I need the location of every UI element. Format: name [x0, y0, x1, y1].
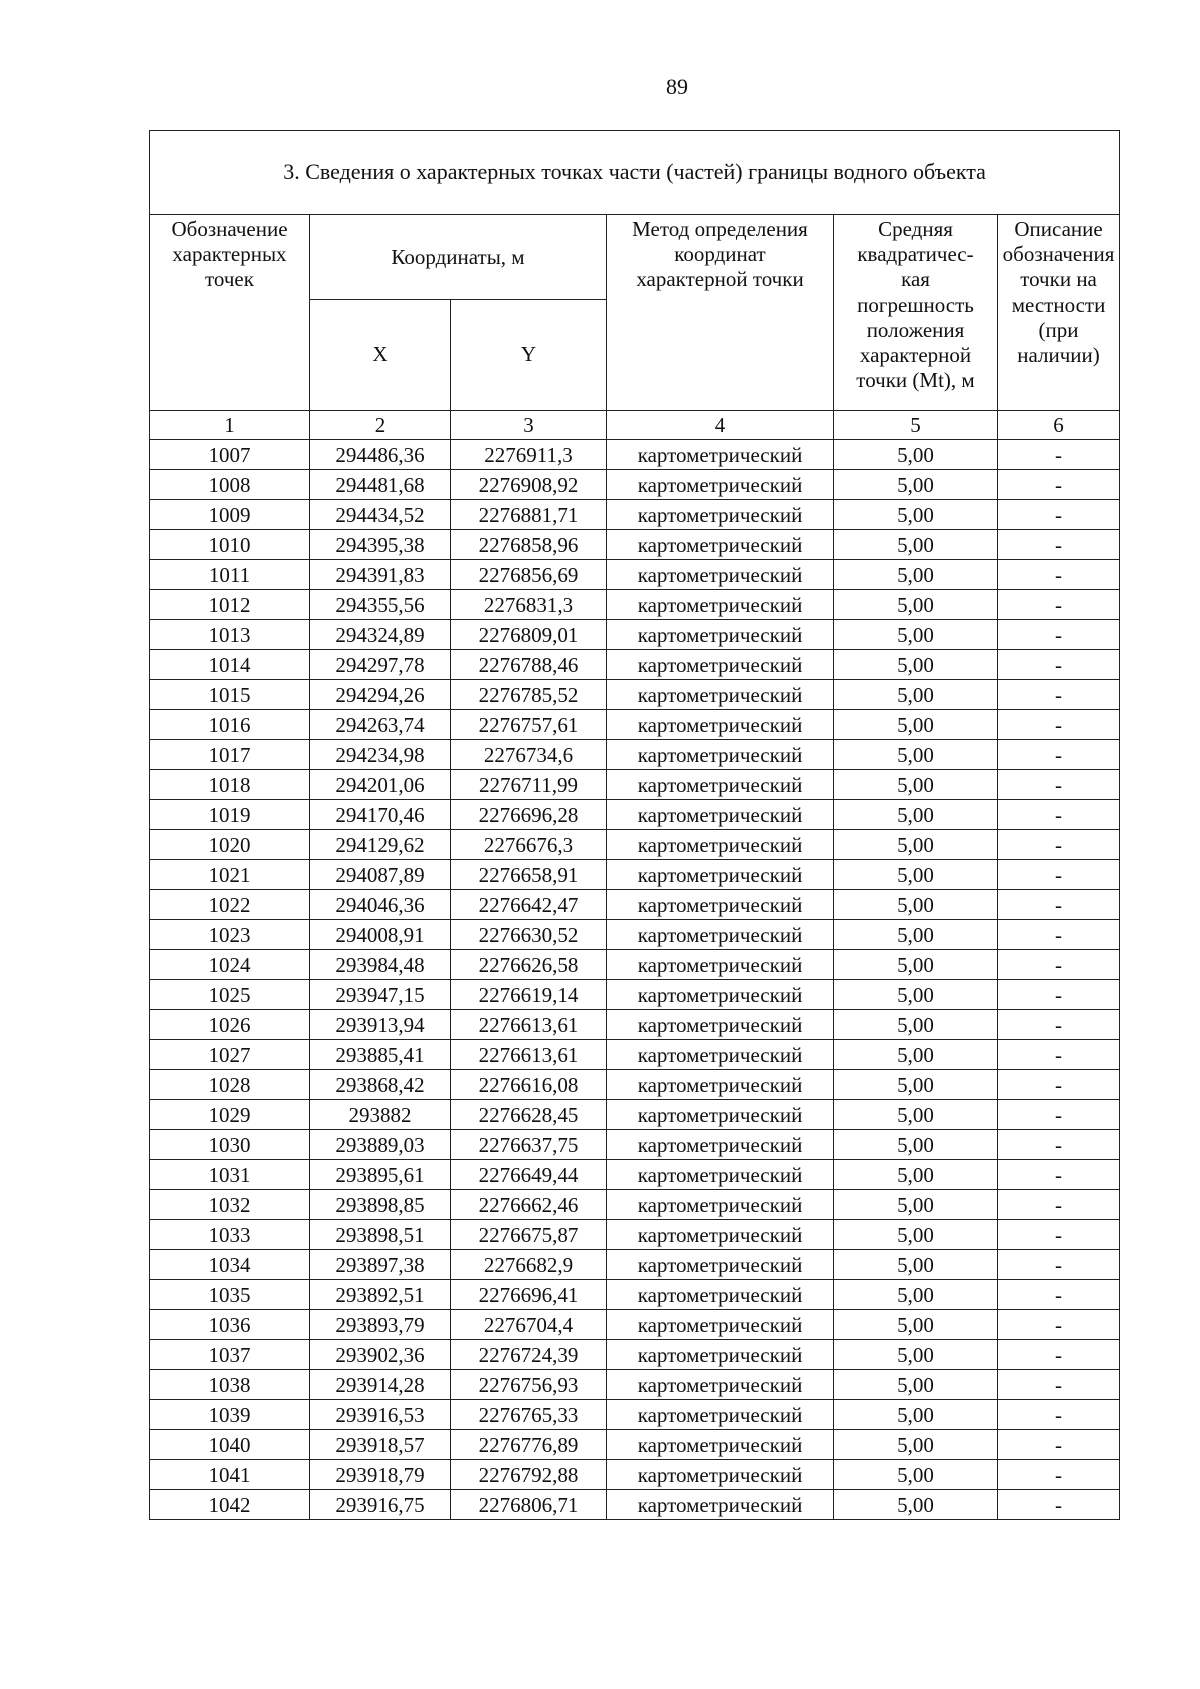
- description-cell: -: [998, 620, 1120, 650]
- y-cell: 2276662,46: [451, 1190, 607, 1220]
- error-cell: 5,00: [834, 620, 998, 650]
- table-row: [150, 770, 1120, 800]
- point-id-cell: 1019: [150, 800, 310, 830]
- y-cell: 2276911,3: [451, 440, 607, 470]
- error-cell: 5,00: [834, 1130, 998, 1160]
- x-cell: 294008,91: [310, 920, 451, 950]
- error-cell: 5,00: [834, 1370, 998, 1400]
- error-cell: 5,00: [834, 1250, 998, 1280]
- description-cell: -: [998, 890, 1120, 920]
- error-cell: 5,00: [834, 800, 998, 830]
- description-cell: -: [998, 1070, 1120, 1100]
- x-cell: 293902,36: [310, 1340, 451, 1370]
- point-id-cell: 1039: [150, 1400, 310, 1430]
- y-cell: 2276765,33: [451, 1400, 607, 1430]
- x-cell: 293913,94: [310, 1010, 451, 1040]
- method-cell: картометрический: [607, 1250, 834, 1280]
- method-cell: картометрический: [607, 560, 834, 590]
- point-id-cell: 1029: [150, 1100, 310, 1130]
- y-cell: 2276619,14: [451, 980, 607, 1010]
- y-cell: 2276616,08: [451, 1070, 607, 1100]
- description-cell: -: [998, 680, 1120, 710]
- error-cell: 5,00: [834, 1160, 998, 1190]
- table-row: [150, 1280, 1120, 1310]
- header-description: Описание обозначения точки на местности (при наличии): [998, 215, 1120, 411]
- point-id-cell: 1025: [150, 980, 310, 1010]
- y-cell: 2276658,91: [451, 860, 607, 890]
- table-title: 3. Сведения о характерных точках части (частей) границы водного объекта: [150, 131, 1120, 215]
- y-cell: 2276881,71: [451, 500, 607, 530]
- table-row: [150, 1370, 1120, 1400]
- error-cell: 5,00: [834, 1040, 998, 1070]
- method-cell: картометрический: [607, 1310, 834, 1340]
- x-cell: 294355,56: [310, 590, 451, 620]
- description-cell: -: [998, 1430, 1120, 1460]
- point-id-cell: 1020: [150, 830, 310, 860]
- method-cell: картометрический: [607, 1460, 834, 1490]
- error-cell: 5,00: [834, 1070, 998, 1100]
- error-cell: 5,00: [834, 830, 998, 860]
- x-cell: 293893,79: [310, 1310, 451, 1340]
- method-cell: картометрический: [607, 1070, 834, 1100]
- y-cell: 2276711,99: [451, 770, 607, 800]
- column-numbers-row: [150, 411, 1120, 440]
- method-cell: картометрический: [607, 1220, 834, 1250]
- x-cell: 293898,85: [310, 1190, 451, 1220]
- x-cell: 294324,89: [310, 620, 451, 650]
- y-cell: 2276788,46: [451, 650, 607, 680]
- point-id-cell: 1042: [150, 1490, 310, 1520]
- method-cell: картометрический: [607, 800, 834, 830]
- x-cell: 293868,42: [310, 1070, 451, 1100]
- x-cell: 293916,75: [310, 1490, 451, 1520]
- error-cell: 5,00: [834, 920, 998, 950]
- description-cell: -: [998, 770, 1120, 800]
- y-cell: 2276756,93: [451, 1370, 607, 1400]
- header-error: Средняя квадратичес- кая погрешность положения характерной точки (Mt), м: [834, 215, 998, 411]
- point-id-cell: 1031: [150, 1160, 310, 1190]
- method-cell: картометрический: [607, 1370, 834, 1400]
- error-cell: 5,00: [834, 950, 998, 980]
- description-cell: -: [998, 1130, 1120, 1160]
- table-row: [150, 1010, 1120, 1040]
- description-cell: -: [998, 560, 1120, 590]
- method-cell: картометрический: [607, 1160, 834, 1190]
- point-id-cell: 1038: [150, 1370, 310, 1400]
- description-cell: -: [998, 530, 1120, 560]
- table-row: [150, 1160, 1120, 1190]
- error-cell: 5,00: [834, 440, 998, 470]
- method-cell: картометрический: [607, 1100, 834, 1130]
- method-cell: картометрический: [607, 530, 834, 560]
- table-row: [150, 1130, 1120, 1160]
- error-cell: 5,00: [834, 1010, 998, 1040]
- method-cell: картометрический: [607, 860, 834, 890]
- method-cell: картометрический: [607, 440, 834, 470]
- description-cell: -: [998, 1310, 1120, 1340]
- point-id-cell: 1036: [150, 1310, 310, 1340]
- y-cell: 2276676,3: [451, 830, 607, 860]
- table-row: [150, 620, 1120, 650]
- x-cell: 293885,41: [310, 1040, 451, 1070]
- table-row: [150, 890, 1120, 920]
- description-cell: -: [998, 1100, 1120, 1130]
- y-cell: 2276856,69: [451, 560, 607, 590]
- y-cell: 2276806,71: [451, 1490, 607, 1520]
- table-row: [150, 920, 1120, 950]
- y-cell: 2276858,96: [451, 530, 607, 560]
- method-cell: картометрический: [607, 890, 834, 920]
- table-row: [150, 1040, 1120, 1070]
- error-cell: 5,00: [834, 1220, 998, 1250]
- error-cell: 5,00: [834, 590, 998, 620]
- table-row: [150, 860, 1120, 890]
- error-cell: 5,00: [834, 770, 998, 800]
- description-cell: -: [998, 1400, 1120, 1430]
- point-id-cell: 1040: [150, 1430, 310, 1460]
- method-cell: картометрический: [607, 1190, 834, 1220]
- y-cell: 2276724,39: [451, 1340, 607, 1370]
- x-cell: 293947,15: [310, 980, 451, 1010]
- description-cell: -: [998, 1460, 1120, 1490]
- description-cell: -: [998, 1160, 1120, 1190]
- x-cell: 293897,38: [310, 1250, 451, 1280]
- error-cell: 5,00: [834, 680, 998, 710]
- point-id-cell: 1028: [150, 1070, 310, 1100]
- point-id-cell: 1026: [150, 1010, 310, 1040]
- error-cell: 5,00: [834, 1400, 998, 1430]
- method-cell: картометрический: [607, 1400, 834, 1430]
- description-cell: -: [998, 860, 1120, 890]
- x-cell: 294395,38: [310, 530, 451, 560]
- x-cell: 293882: [310, 1100, 451, 1130]
- x-cell: 294170,46: [310, 800, 451, 830]
- table-row: [150, 1430, 1120, 1460]
- column-number: 5: [834, 411, 998, 440]
- error-cell: 5,00: [834, 500, 998, 530]
- method-cell: картометрический: [607, 680, 834, 710]
- y-cell: 2276776,89: [451, 1430, 607, 1460]
- table-row: [150, 1250, 1120, 1280]
- header-x: X: [310, 300, 451, 411]
- point-id-cell: 1023: [150, 920, 310, 950]
- y-cell: 2276628,45: [451, 1100, 607, 1130]
- error-cell: 5,00: [834, 1280, 998, 1310]
- point-id-cell: 1034: [150, 1250, 310, 1280]
- y-cell: 2276626,58: [451, 950, 607, 980]
- table-row: [150, 1400, 1120, 1430]
- column-number: 6: [998, 411, 1120, 440]
- table-row: [150, 560, 1120, 590]
- table-row: [150, 800, 1120, 830]
- x-cell: 294234,98: [310, 740, 451, 770]
- point-id-cell: 1022: [150, 890, 310, 920]
- table-row: [150, 590, 1120, 620]
- error-cell: 5,00: [834, 1430, 998, 1460]
- y-cell: 2276637,75: [451, 1130, 607, 1160]
- method-cell: картометрический: [607, 920, 834, 950]
- table-row: [150, 440, 1120, 470]
- description-cell: -: [998, 1010, 1120, 1040]
- y-cell: 2276831,3: [451, 590, 607, 620]
- method-cell: картометрический: [607, 1130, 834, 1160]
- x-cell: 294297,78: [310, 650, 451, 680]
- x-cell: 293918,79: [310, 1460, 451, 1490]
- description-cell: -: [998, 800, 1120, 830]
- x-cell: 294481,68: [310, 470, 451, 500]
- x-cell: 294263,74: [310, 710, 451, 740]
- y-cell: 2276792,88: [451, 1460, 607, 1490]
- point-id-cell: 1011: [150, 560, 310, 590]
- y-cell: 2276675,87: [451, 1220, 607, 1250]
- x-cell: 294087,89: [310, 860, 451, 890]
- description-cell: -: [998, 830, 1120, 860]
- error-cell: 5,00: [834, 740, 998, 770]
- table-row: [150, 1490, 1120, 1520]
- description-cell: -: [998, 440, 1120, 470]
- table-row: [150, 1100, 1120, 1130]
- y-cell: 2276642,47: [451, 890, 607, 920]
- description-cell: -: [998, 920, 1120, 950]
- x-cell: 293898,51: [310, 1220, 451, 1250]
- table-row: [150, 530, 1120, 560]
- y-cell: 2276630,52: [451, 920, 607, 950]
- table-row: [150, 650, 1120, 680]
- method-cell: картометрический: [607, 590, 834, 620]
- method-cell: картометрический: [607, 770, 834, 800]
- description-cell: -: [998, 1280, 1120, 1310]
- table-row: [150, 470, 1120, 500]
- method-cell: картометрический: [607, 830, 834, 860]
- method-cell: картометрический: [607, 650, 834, 680]
- point-id-cell: 1035: [150, 1280, 310, 1310]
- description-cell: -: [998, 500, 1120, 530]
- points-table: [149, 130, 1120, 1520]
- method-cell: картометрический: [607, 1010, 834, 1040]
- point-id-cell: 1024: [150, 950, 310, 980]
- description-cell: -: [998, 1190, 1120, 1220]
- error-cell: 5,00: [834, 890, 998, 920]
- x-cell: 293889,03: [310, 1130, 451, 1160]
- y-cell: 2276704,4: [451, 1310, 607, 1340]
- x-cell: 294046,36: [310, 890, 451, 920]
- y-cell: 2276908,92: [451, 470, 607, 500]
- table-row: [150, 1310, 1120, 1340]
- table-row: [150, 680, 1120, 710]
- point-id-cell: 1009: [150, 500, 310, 530]
- point-id-cell: 1008: [150, 470, 310, 500]
- y-cell: 2276613,61: [451, 1040, 607, 1070]
- point-id-cell: 1033: [150, 1220, 310, 1250]
- x-cell: 294201,06: [310, 770, 451, 800]
- point-id-cell: 1027: [150, 1040, 310, 1070]
- description-cell: -: [998, 950, 1120, 980]
- point-id-cell: 1015: [150, 680, 310, 710]
- error-cell: 5,00: [834, 710, 998, 740]
- table-row: [150, 1190, 1120, 1220]
- method-cell: картометрический: [607, 710, 834, 740]
- error-cell: 5,00: [834, 1340, 998, 1370]
- y-cell: 2276809,01: [451, 620, 607, 650]
- table-row: [150, 830, 1120, 860]
- y-cell: 2276682,9: [451, 1250, 607, 1280]
- y-cell: 2276757,61: [451, 710, 607, 740]
- point-id-cell: 1013: [150, 620, 310, 650]
- description-cell: -: [998, 980, 1120, 1010]
- description-cell: -: [998, 1250, 1120, 1280]
- point-id-cell: 1037: [150, 1340, 310, 1370]
- table-row: [150, 710, 1120, 740]
- point-id-cell: 1032: [150, 1190, 310, 1220]
- table-row: [150, 950, 1120, 980]
- table-row: [150, 500, 1120, 530]
- column-number: 4: [607, 411, 834, 440]
- error-cell: 5,00: [834, 650, 998, 680]
- point-id-cell: 1012: [150, 590, 310, 620]
- error-cell: 5,00: [834, 860, 998, 890]
- error-cell: 5,00: [834, 1190, 998, 1220]
- error-cell: 5,00: [834, 560, 998, 590]
- description-cell: -: [998, 1220, 1120, 1250]
- x-cell: 293892,51: [310, 1280, 451, 1310]
- y-cell: 2276613,61: [451, 1010, 607, 1040]
- description-cell: -: [998, 710, 1120, 740]
- y-cell: 2276696,28: [451, 800, 607, 830]
- point-id-cell: 1014: [150, 650, 310, 680]
- x-cell: 294391,83: [310, 560, 451, 590]
- x-cell: 294486,36: [310, 440, 451, 470]
- description-cell: -: [998, 650, 1120, 680]
- header-coordinates: Координаты, м: [310, 215, 607, 300]
- error-cell: 5,00: [834, 1460, 998, 1490]
- column-number: 3: [451, 411, 607, 440]
- page-number: 89: [666, 74, 688, 99]
- table-row: [150, 980, 1120, 1010]
- header-y: Y: [451, 300, 607, 411]
- method-cell: картометрический: [607, 1280, 834, 1310]
- table-row: [150, 1340, 1120, 1370]
- x-cell: 293914,28: [310, 1370, 451, 1400]
- point-id-cell: 1016: [150, 710, 310, 740]
- y-cell: 2276649,44: [451, 1160, 607, 1190]
- y-cell: 2276734,6: [451, 740, 607, 770]
- description-cell: -: [998, 470, 1120, 500]
- error-cell: 5,00: [834, 1100, 998, 1130]
- error-cell: 5,00: [834, 1310, 998, 1340]
- x-cell: 293984,48: [310, 950, 451, 980]
- x-cell: 293918,57: [310, 1430, 451, 1460]
- method-cell: картометрический: [607, 1430, 834, 1460]
- column-number: 2: [310, 411, 451, 440]
- method-cell: картометрический: [607, 980, 834, 1010]
- method-cell: картометрический: [607, 1340, 834, 1370]
- description-cell: -: [998, 1340, 1120, 1370]
- point-id-cell: 1041: [150, 1460, 310, 1490]
- description-cell: -: [998, 1490, 1120, 1520]
- point-id-cell: 1007: [150, 440, 310, 470]
- x-cell: 293916,53: [310, 1400, 451, 1430]
- description-cell: -: [998, 590, 1120, 620]
- x-cell: 294434,52: [310, 500, 451, 530]
- method-cell: картометрический: [607, 500, 834, 530]
- point-id-cell: 1021: [150, 860, 310, 890]
- point-id-cell: 1018: [150, 770, 310, 800]
- x-cell: 294129,62: [310, 830, 451, 860]
- error-cell: 5,00: [834, 1490, 998, 1520]
- description-cell: -: [998, 1370, 1120, 1400]
- method-cell: картометрический: [607, 740, 834, 770]
- error-cell: 5,00: [834, 470, 998, 500]
- method-cell: картометрический: [607, 1490, 834, 1520]
- table-row: [150, 1070, 1120, 1100]
- point-id-cell: 1010: [150, 530, 310, 560]
- table-row: [150, 740, 1120, 770]
- x-cell: 294294,26: [310, 680, 451, 710]
- column-number: 1: [150, 411, 310, 440]
- method-cell: картометрический: [607, 1040, 834, 1070]
- error-cell: 5,00: [834, 980, 998, 1010]
- point-id-cell: 1030: [150, 1130, 310, 1160]
- description-cell: -: [998, 740, 1120, 770]
- header-method: Метод определения координат характерной точки: [607, 215, 834, 411]
- method-cell: картометрический: [607, 620, 834, 650]
- table-body: [150, 440, 1120, 1520]
- x-cell: 293895,61: [310, 1160, 451, 1190]
- description-cell: -: [998, 1040, 1120, 1070]
- error-cell: 5,00: [834, 530, 998, 560]
- table-row: [150, 1220, 1120, 1250]
- y-cell: 2276696,41: [451, 1280, 607, 1310]
- table-row: [150, 1460, 1120, 1490]
- method-cell: картометрический: [607, 470, 834, 500]
- method-cell: картометрический: [607, 950, 834, 980]
- header-points: Обозначение характерных точек: [150, 215, 310, 411]
- y-cell: 2276785,52: [451, 680, 607, 710]
- point-id-cell: 1017: [150, 740, 310, 770]
